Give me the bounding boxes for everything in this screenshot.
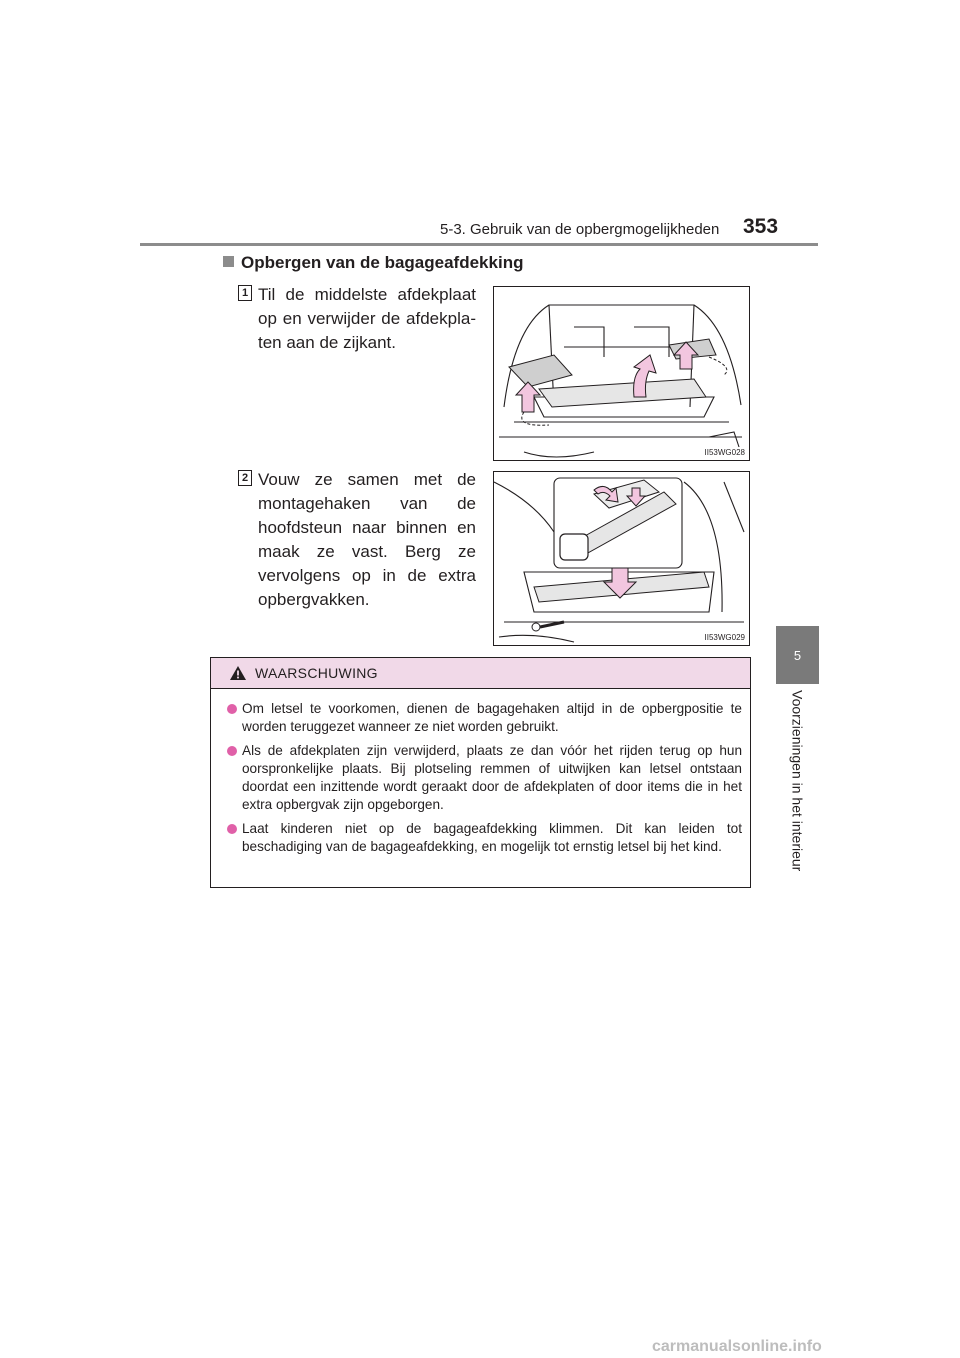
warning-title: WAARSCHUWING	[255, 665, 378, 681]
warning-box	[210, 657, 751, 888]
chapter-tab-title	[776, 690, 819, 890]
figure-step-2	[493, 471, 750, 646]
step-2-badge: 2	[238, 470, 252, 486]
warning-item-3	[227, 820, 742, 856]
cargo-cover-folding-illustration	[494, 472, 749, 645]
section-title	[223, 253, 523, 273]
watermark: carmanualsonline.info	[652, 1338, 822, 1355]
step-1-badge: 1	[238, 285, 252, 301]
figure-2-code: II53WG029	[704, 633, 745, 642]
chapter-tab-number: 5	[776, 626, 819, 684]
figure-1-code: II53WG028	[704, 448, 745, 457]
warning-item-2-text: Als de afdekplaten zijn verwijderd, plaats ze dan vóór het rijden terug op hun oorspronkelijke plaats. Bij plotseling remmen of uitwijken kan letsel ontstaan doordat een inzittende wordt geraakt door de afdekplaten of door items die in het extra opbergvak zijn opgeborgen.	[242, 743, 742, 812]
figure-step-1	[493, 286, 750, 461]
section-title-text: Opbergen van de bagageafdekking	[241, 253, 524, 272]
section-square-icon	[223, 256, 234, 267]
bullet-icon	[227, 824, 237, 834]
bullet-icon	[227, 746, 237, 756]
header-section-title: 5-3. Gebruik van de opbergmogelijkheden	[440, 221, 720, 238]
step-1-text: Til de middelste afdekplaat op en verwijder de afdekplaten aan de zijkant.	[258, 285, 476, 352]
step-2-text: Vouw ze samen met de montagehaken van de hoofdsteun naar binnen en maak ze vast. Berg ze vervolgens op in de extra opbergvakken.	[258, 470, 476, 609]
warning-item-1-text: Om letsel te voorkomen, dienen de bagagehaken altijd in de opbergpositie te worden teruggezet wanneer ze niet worden gebruikt.	[242, 701, 742, 734]
header-divider	[140, 243, 818, 246]
bullet-icon	[227, 704, 237, 714]
warning-triangle-icon	[229, 665, 247, 681]
warning-header	[211, 658, 750, 689]
warning-item-2	[227, 742, 742, 814]
warning-item-1	[227, 700, 742, 736]
page-number: 353	[743, 215, 779, 238]
warning-item-3-text: Laat kinderen niet op de bagageafdekking klimmen. Dit kan leiden tot beschadiging van de bagageafdekking, en mogelijk tot ernstig letsel bij het kind.	[242, 821, 742, 854]
cargo-cover-removal-illustration	[494, 287, 749, 460]
chapter-tab-title-text: Voorzieningen in het interieur	[789, 690, 806, 872]
